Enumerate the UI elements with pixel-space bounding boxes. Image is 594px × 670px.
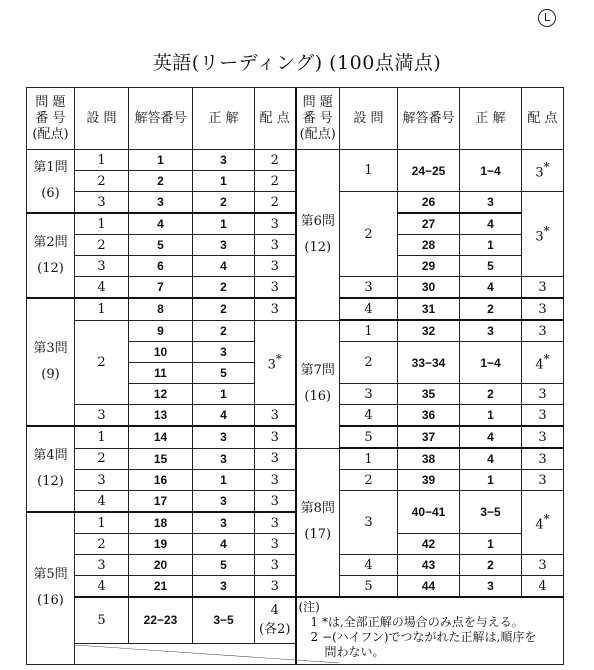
cell-setsumon: 2	[75, 171, 129, 192]
cell-points: 3	[255, 405, 296, 427]
table-row	[27, 235, 564, 256]
cell-answer-no: 35	[398, 384, 460, 405]
cell-correct: 5	[193, 555, 255, 576]
cell-correct: 3	[193, 426, 255, 448]
cell-correct: 2	[193, 277, 255, 299]
cell-setsumon: 1	[340, 448, 398, 470]
cell-setsumon: 1	[75, 512, 129, 534]
cell-answer-no: 40−41	[398, 491, 460, 534]
cell-answer-no: 14	[129, 426, 193, 448]
cell-answer-no: 16	[129, 470, 193, 491]
cell-answer-no: 27	[398, 213, 460, 235]
cell-correct: 2	[193, 320, 255, 342]
cell-answer-no: 26	[398, 192, 460, 214]
cell-answer-no: 8	[129, 298, 193, 320]
cell-answer-no: 4	[129, 213, 193, 235]
cell-answer-no: 32	[398, 320, 460, 342]
cell-points: 3	[255, 277, 296, 299]
cell-answer-no: 30	[398, 277, 460, 299]
cell-answer-no: 22−23	[129, 597, 193, 643]
cell-correct: 5	[460, 256, 522, 277]
cell-setsumon: 5	[340, 426, 398, 448]
table-row	[27, 576, 564, 598]
cell-setsumon: 3	[340, 277, 398, 299]
cell-answer-no: 31	[398, 298, 460, 320]
section-q6: 第6問 (12)	[296, 150, 340, 321]
answer-table	[26, 87, 564, 665]
cell-points: 3	[255, 448, 296, 470]
cell-correct: 4	[460, 448, 522, 470]
cell-points: 3	[255, 213, 296, 235]
cell-correct: 1−4	[460, 342, 522, 384]
cell-setsumon: 2	[340, 470, 398, 491]
cell-correct: 1	[460, 470, 522, 491]
cell-answer-no: 37	[398, 426, 460, 448]
section-q1: 第1問 (6)	[27, 150, 75, 214]
cell-points: 3	[522, 384, 564, 405]
cell-correct: 3	[460, 320, 522, 342]
cell-correct: 1	[193, 470, 255, 491]
cell-correct: 4	[193, 256, 255, 277]
cell-setsumon: 2	[340, 192, 398, 277]
cell-points: 3	[255, 512, 296, 534]
cell-points: 3	[522, 470, 564, 491]
cell-correct: 3	[460, 192, 522, 214]
header-answer-no-right: 解答番号	[398, 88, 460, 150]
cell-points: 3	[255, 426, 296, 448]
cell-answer-no: 29	[398, 256, 460, 277]
cell-setsumon: 1	[340, 320, 398, 342]
table-row	[27, 320, 564, 342]
cell-points: 3	[522, 448, 564, 470]
cell-points: 4*	[522, 491, 564, 555]
cell-answer-no: 21	[129, 576, 193, 598]
header-correct-left: 正 解	[193, 88, 255, 150]
cell-points: 3	[255, 298, 296, 320]
cell-setsumon: 4	[340, 298, 398, 320]
cell-correct: 2	[460, 384, 522, 405]
cell-setsumon: 2	[75, 448, 129, 470]
cell-setsumon: 5	[340, 576, 398, 598]
cell-points: 4	[522, 576, 564, 598]
cell-points: 3	[522, 298, 564, 320]
header-points-left: 配 点	[255, 88, 296, 150]
cell-correct: 1	[193, 171, 255, 192]
cell-setsumon: 3	[75, 405, 129, 427]
table-row	[27, 597, 564, 643]
cell-correct: 1	[193, 213, 255, 235]
cell-setsumon: 1	[75, 298, 129, 320]
header-setsumon-right: 設 問	[340, 88, 398, 150]
cell-points: 3	[255, 256, 296, 277]
table-row	[27, 213, 564, 235]
cell-correct: 2	[460, 298, 522, 320]
cell-correct: 1−4	[460, 150, 522, 192]
cell-correct: 3	[193, 342, 255, 363]
cell-answer-no: 20	[129, 555, 193, 576]
table-row	[27, 192, 564, 214]
cell-correct: 3−5	[193, 597, 255, 643]
cell-answer-no: 18	[129, 512, 193, 534]
note-2-cont: 問わない。	[324, 645, 385, 659]
cell-setsumon: 4	[75, 491, 129, 513]
cell-answer-no: 28	[398, 235, 460, 256]
cell-points: 3	[522, 320, 564, 342]
cell-answer-no: 11	[129, 363, 193, 384]
cell-correct: 2	[193, 298, 255, 320]
cell-setsumon: 3	[340, 491, 398, 555]
cell-correct: 3	[460, 576, 522, 598]
section-q4: 第4問 (12)	[27, 426, 75, 512]
cell-correct: 4	[460, 426, 522, 448]
cell-answer-no: 42	[398, 534, 460, 555]
blank-cell	[75, 643, 340, 664]
header-answer-no-left: 解答番号	[129, 88, 193, 150]
cell-setsumon: 2	[75, 320, 129, 405]
cell-answer-no: 6	[129, 256, 193, 277]
cell-correct: 4	[460, 277, 522, 299]
cell-points: 2	[255, 150, 296, 171]
cell-correct: 5	[193, 363, 255, 384]
header-setsumon-left: 設 問	[75, 88, 129, 150]
cell-answer-no: 43	[398, 555, 460, 576]
cell-correct: 2	[460, 555, 522, 576]
table-row	[27, 555, 564, 576]
diagonal-line-icon	[75, 645, 340, 663]
cell-points: 4*	[522, 342, 564, 384]
table-row	[27, 150, 564, 171]
table-row	[27, 426, 564, 448]
cell-setsumon: 3	[75, 555, 129, 576]
section-q2: 第2問 (12)	[27, 213, 75, 298]
cell-correct: 3	[193, 576, 255, 598]
cell-correct: 1	[460, 235, 522, 256]
section-q8: 第8問 (17)	[296, 448, 340, 597]
table-row	[27, 405, 564, 427]
cell-points: 3	[255, 576, 296, 598]
cell-correct: 3	[193, 150, 255, 171]
table-row	[27, 491, 564, 513]
table-row	[27, 448, 564, 470]
cell-correct: 4	[193, 405, 255, 427]
cell-answer-no: 19	[129, 534, 193, 555]
note-1: 1 *は,全部正解の場合のみ点を与える。	[310, 615, 524, 629]
cell-setsumon: 2	[75, 534, 129, 555]
header-points-right: 配 点	[522, 88, 564, 150]
cell-answer-no: 9	[129, 320, 193, 342]
cell-correct: 2	[193, 192, 255, 214]
cell-setsumon: 1	[340, 150, 398, 192]
cell-correct: 1	[193, 384, 255, 405]
cell-points: 3*	[255, 320, 296, 405]
cell-answer-no: 5	[129, 235, 193, 256]
cell-correct: 4	[460, 213, 522, 235]
section-q3: 第3問 (9)	[27, 298, 75, 426]
notes-box	[296, 597, 564, 664]
table-row	[27, 534, 564, 555]
cell-points: 4 (各2)	[255, 597, 296, 643]
cell-correct: 3	[193, 448, 255, 470]
note-2: 2 −(ハイフン)でつながれた正解は,順序を	[310, 630, 537, 644]
table-row	[27, 298, 564, 320]
cell-setsumon: 5	[75, 597, 129, 643]
cell-points: 3	[255, 534, 296, 555]
notes-heading: (注)	[298, 600, 320, 614]
cell-points: 3	[522, 405, 564, 427]
cell-setsumon: 4	[340, 405, 398, 427]
table-row	[27, 256, 564, 277]
cell-correct: 3	[193, 491, 255, 513]
cell-points: 3	[522, 277, 564, 299]
cell-answer-no: 33−34	[398, 342, 460, 384]
cell-setsumon: 3	[75, 256, 129, 277]
cell-points: 3	[255, 555, 296, 576]
cell-answer-no: 38	[398, 448, 460, 470]
cell-answer-no: 24−25	[398, 150, 460, 192]
cell-answer-no: 17	[129, 491, 193, 513]
cell-points: 3	[522, 426, 564, 448]
header-question-left: 問 題 番 号 (配点)	[27, 88, 75, 150]
cell-points: 3*	[522, 150, 564, 192]
cell-answer-no: 10	[129, 342, 193, 363]
section-q5: 第5問 (16)	[27, 512, 75, 664]
cell-correct: 1	[460, 534, 522, 555]
corner-mark-l: L	[538, 9, 556, 27]
cell-correct: 3	[193, 235, 255, 256]
cell-points: 3	[255, 235, 296, 256]
cell-setsumon: 4	[75, 277, 129, 299]
header-correct-right: 正 解	[460, 88, 522, 150]
cell-correct: 3	[193, 512, 255, 534]
cell-setsumon: 4	[75, 576, 129, 598]
section-q7: 第7問 (16)	[296, 320, 340, 448]
cell-points: 2	[255, 192, 296, 214]
cell-points: 3	[255, 470, 296, 491]
cell-setsumon: 1	[75, 426, 129, 448]
table-row	[27, 470, 564, 491]
cell-correct: 4	[193, 534, 255, 555]
cell-answer-no: 44	[398, 576, 460, 598]
cell-setsumon: 3	[75, 192, 129, 214]
cell-answer-no: 7	[129, 277, 193, 299]
cell-points: 3*	[522, 192, 564, 277]
cell-setsumon: 1	[75, 213, 129, 235]
cell-answer-no: 12	[129, 384, 193, 405]
cell-points: 3	[522, 555, 564, 576]
header-row	[27, 88, 564, 150]
page-title: 英語(リーディング) (100点満点)	[152, 52, 442, 74]
cell-setsumon: 1	[75, 150, 129, 171]
cell-setsumon: 2	[75, 235, 129, 256]
header-question-right: 問 題 番 号 (配点)	[296, 88, 340, 150]
table-row	[27, 277, 564, 299]
cell-answer-no: 2	[129, 171, 193, 192]
cell-correct: 1	[460, 405, 522, 427]
cell-answer-no: 1	[129, 150, 193, 171]
cell-correct: 3−5	[460, 491, 522, 534]
cell-answer-no: 36	[398, 405, 460, 427]
cell-setsumon: 2	[340, 342, 398, 384]
cell-points: 3	[255, 491, 296, 513]
cell-setsumon: 4	[340, 555, 398, 576]
cell-answer-no: 3	[129, 192, 193, 214]
cell-answer-no: 15	[129, 448, 193, 470]
cell-answer-no: 39	[398, 470, 460, 491]
cell-setsumon: 3	[340, 384, 398, 405]
cell-setsumon: 3	[75, 470, 129, 491]
cell-answer-no: 13	[129, 405, 193, 427]
cell-points: 2	[255, 171, 296, 192]
